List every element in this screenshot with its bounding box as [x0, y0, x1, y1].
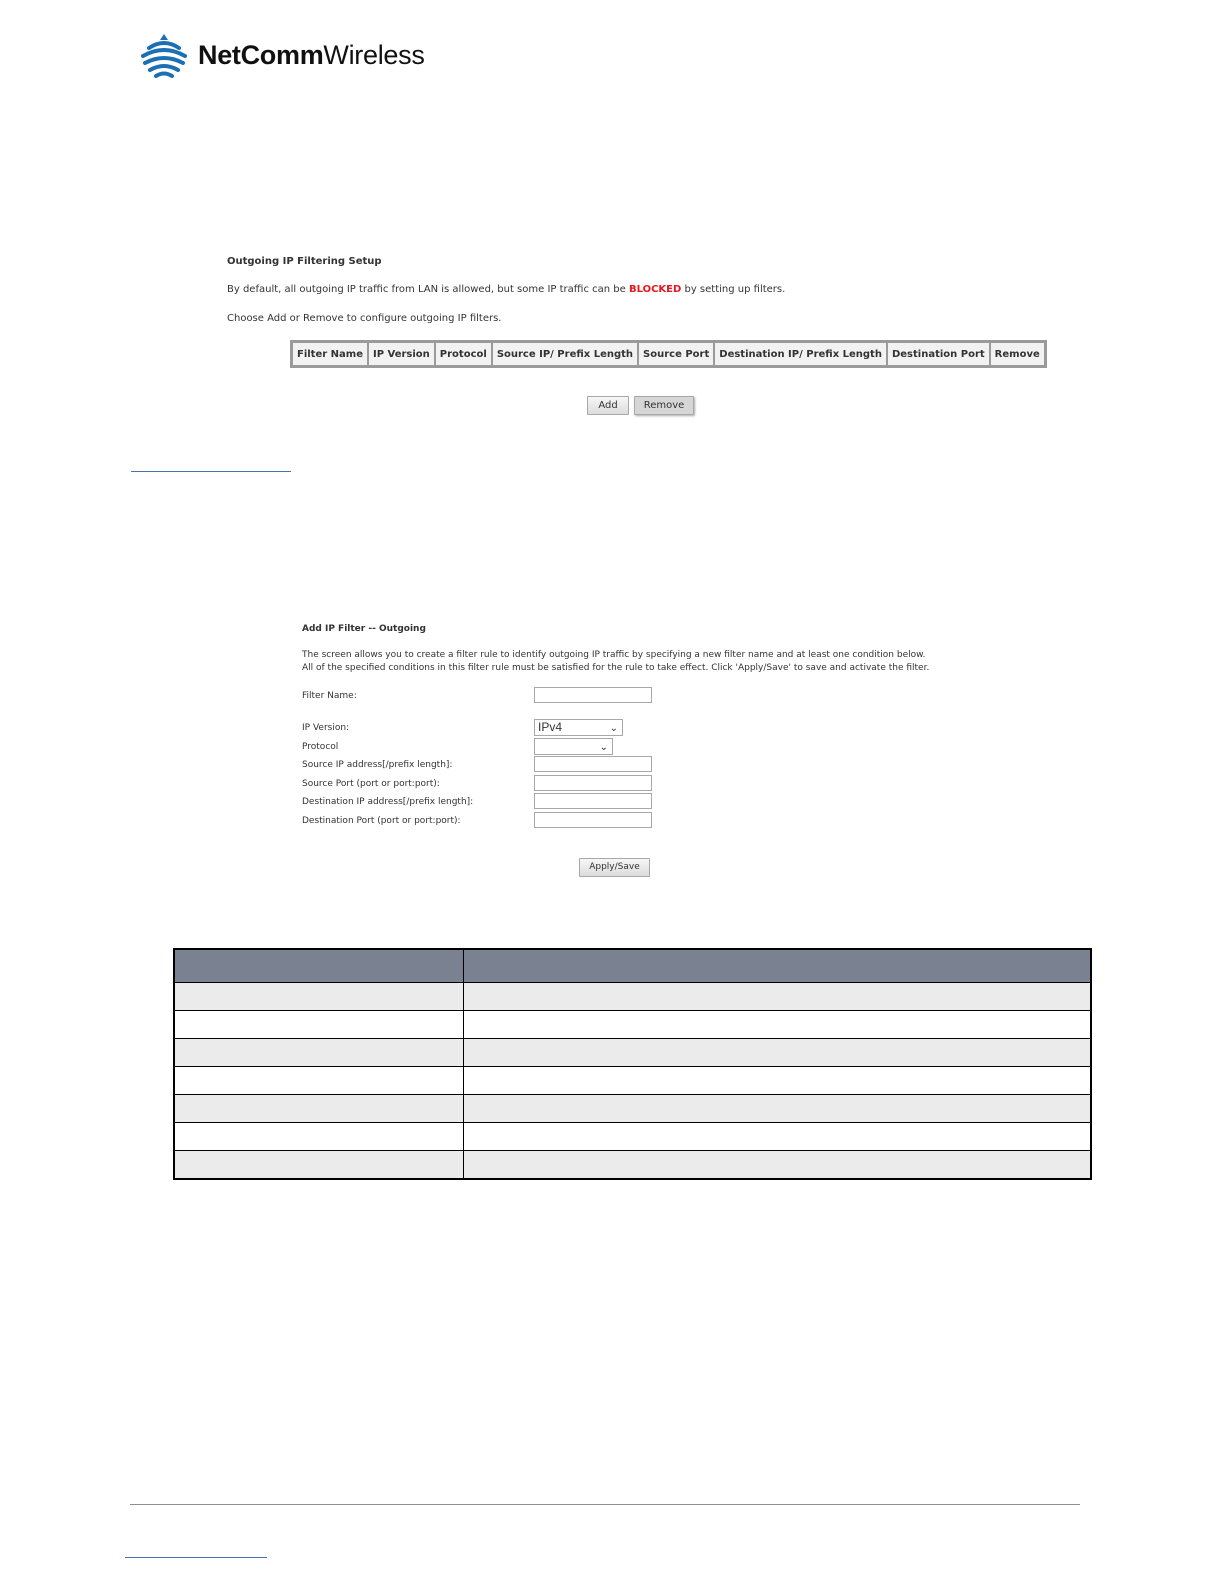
table-row [174, 1067, 1091, 1095]
wireless-waves-icon [140, 32, 188, 78]
filter-table [290, 340, 1047, 368]
table-row [174, 1095, 1091, 1123]
remove-button[interactable]: Remove [634, 396, 694, 415]
table-row [174, 1011, 1091, 1039]
destination-port-label: Destination Port (port or port:port): [302, 816, 461, 826]
col-destination-port: Destination Port [887, 342, 990, 366]
panel-description: By default, all outgoing IP traffic from LAN is allowed, but some IP traffic can be BLOCKED by setting up filters. [227, 284, 786, 295]
col-source-port: Source Port [638, 342, 714, 366]
col-filter-name: Filter Name [292, 342, 368, 366]
col-destination-ip: Destination IP/ Prefix Length [714, 342, 887, 366]
chevron-down-icon: ⌄ [599, 742, 608, 753]
link-underline [131, 471, 291, 472]
col-source-ip: Source IP/ Prefix Length [492, 342, 638, 366]
table-row [174, 983, 1091, 1011]
destination-ip-input[interactable] [534, 793, 652, 809]
netcomm-logo [140, 30, 425, 80]
add-button[interactable]: Add [587, 396, 629, 415]
chevron-down-icon: ⌄ [609, 723, 618, 734]
panel-title: Outgoing IP Filtering Setup [227, 256, 382, 267]
col-remove: Remove [990, 342, 1045, 366]
source-ip-label: Source IP address[/prefix length]: [302, 760, 453, 770]
ip-version-select[interactable]: IPv4 ⌄ [534, 719, 623, 736]
footer-divider [130, 1504, 1080, 1505]
form-description: The screen allows you to create a filter rule to identify outgoing IP traffic by specifying a new filter name and at least one condition below. All of the specified conditions in this filter rule must be satisfied for the rule to take effect. Click 'Apply/Save' to save and activate the filter. [302, 650, 930, 673]
panel-instruction: Choose Add or Remove to configure outgoing IP filters. [227, 313, 502, 324]
filter-name-input[interactable] [534, 687, 652, 703]
brand-name: NetCommWireless [198, 39, 425, 70]
form-title: Add IP Filter -- Outgoing [302, 624, 426, 634]
source-port-input[interactable] [534, 775, 652, 791]
col-ip-version: IP Version [368, 342, 435, 366]
footer-link-underline [125, 1557, 267, 1558]
table-header-row [174, 949, 1091, 983]
protocol-label: Protocol [302, 742, 339, 752]
table-row [174, 1151, 1091, 1180]
source-ip-input[interactable] [534, 756, 652, 772]
apply-save-button[interactable]: Apply/Save [579, 858, 650, 877]
col-protocol: Protocol [435, 342, 492, 366]
destination-port-input[interactable] [534, 812, 652, 828]
ip-version-label: IP Version: [302, 723, 350, 733]
table-row [174, 1123, 1091, 1151]
filter-name-label: Filter Name: [302, 691, 357, 701]
table-row [174, 1039, 1091, 1067]
destination-ip-label: Destination IP address[/prefix length]: [302, 797, 474, 807]
source-port-label: Source Port (port or port:port): [302, 779, 440, 789]
protocol-select[interactable] [534, 738, 613, 755]
blocked-word: BLOCKED [628, 284, 682, 295]
reference-table [173, 948, 1092, 1180]
